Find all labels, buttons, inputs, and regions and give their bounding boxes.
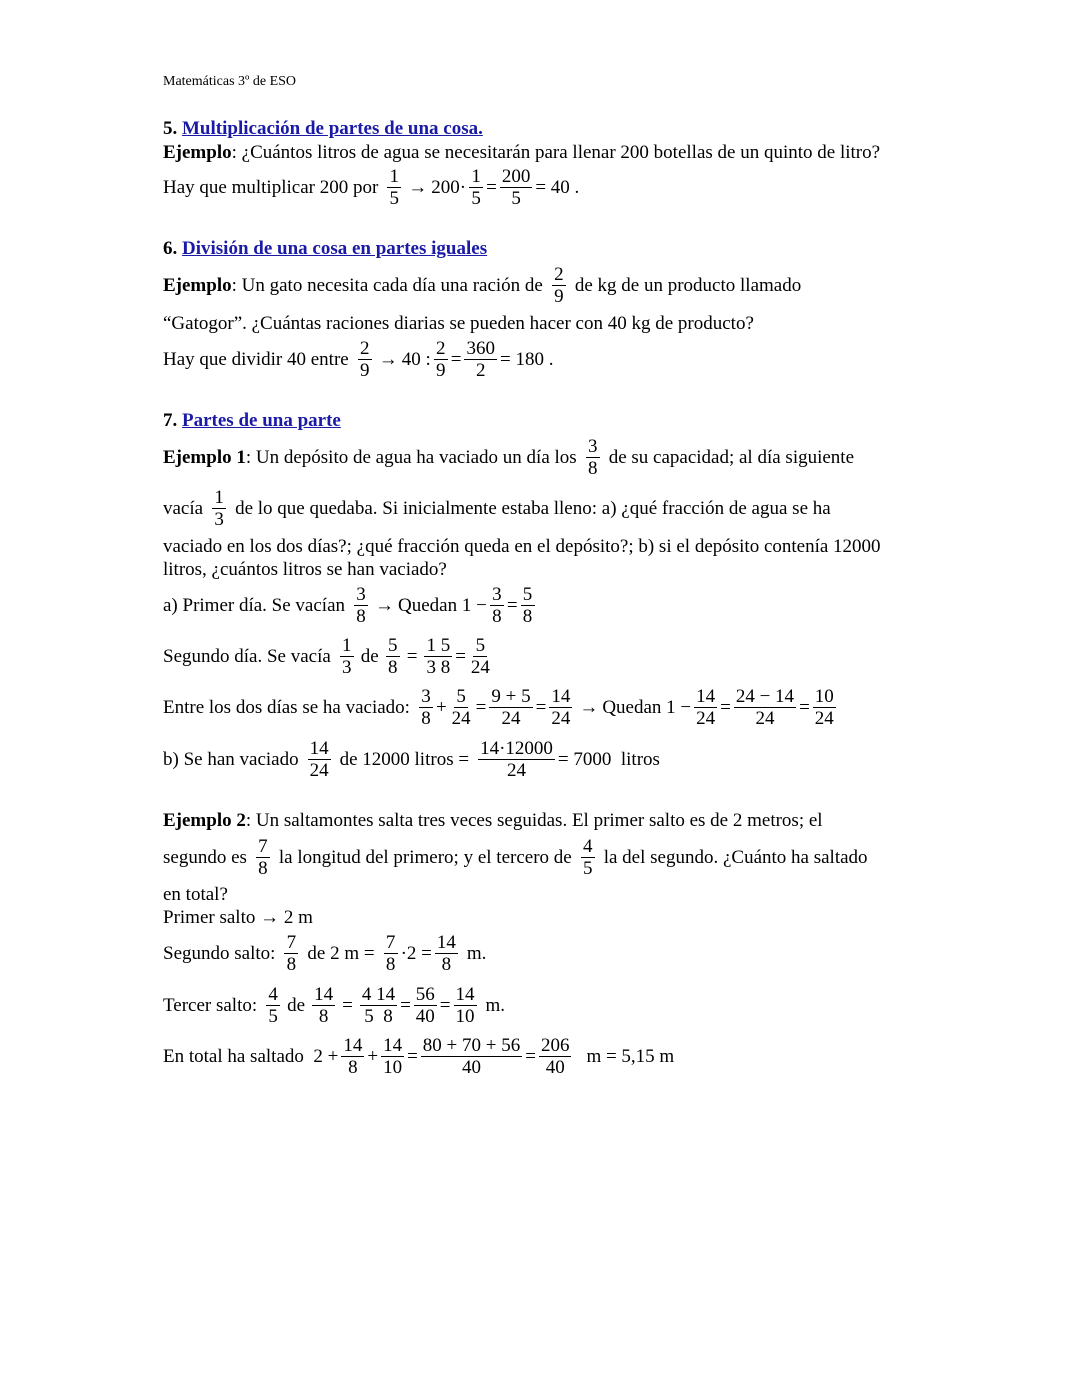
text: Hay que dividir 40 entre bbox=[163, 348, 349, 370]
equals: = bbox=[475, 696, 487, 718]
equals: = bbox=[450, 348, 462, 370]
fraction: $\frac{10}{24}$ bbox=[814, 686, 834, 729]
text: de lo que quedaba. Si inicialmente estaba lleno: a) ¿qué fracción de agua se ha bbox=[235, 497, 831, 519]
equals: = bbox=[506, 594, 518, 616]
fraction: $\frac{14}{8}$ bbox=[343, 1035, 363, 1078]
result: = 40 . bbox=[535, 176, 580, 198]
section-number: 6. bbox=[163, 238, 178, 259]
fraction: $\frac{360}{2}$ bbox=[466, 338, 495, 381]
text: ·2 = bbox=[400, 942, 432, 964]
e1-line4: litros, ¿cuántos litros se han vaciado? bbox=[163, 559, 447, 580]
arrow: → bbox=[408, 176, 428, 198]
fraction: $\frac{2}{9}$ bbox=[434, 338, 448, 381]
e1-part-a bbox=[163, 584, 538, 627]
fraction: $\frac{14\cdot 12000}{24}$ bbox=[480, 738, 553, 781]
text: de bbox=[360, 645, 379, 667]
page-header: Matemáticas 3º de ESO bbox=[163, 74, 297, 89]
equals: = bbox=[400, 994, 411, 1016]
fraction: 2 9 bbox=[358, 338, 372, 381]
text: Tercer salto: bbox=[163, 994, 258, 1016]
fraction: $\frac{14}{24}$ bbox=[696, 686, 716, 729]
text: de kg de un producto llamado bbox=[574, 274, 802, 296]
e1-line1 bbox=[163, 436, 854, 479]
s6-example-line2: “Gatogor”. ¿Cuántas raciones diarias se pueden hacer con 40 kg de producto? bbox=[163, 313, 754, 334]
equals: = bbox=[525, 1045, 536, 1067]
arrow: → bbox=[579, 696, 599, 718]
section-title-link[interactable]: División de una cosa en partes iguales bbox=[182, 238, 488, 259]
e2-line2 bbox=[163, 836, 868, 879]
equals: = bbox=[342, 994, 353, 1016]
fraction: $\frac{14}{10}$ bbox=[455, 984, 475, 1027]
e2-total bbox=[163, 1035, 674, 1078]
fraction: 3 8 bbox=[586, 436, 600, 479]
e1-total bbox=[163, 686, 839, 729]
fraction: 3 8 bbox=[354, 584, 368, 627]
fraction: $\frac{5}{8}$ bbox=[521, 584, 535, 627]
e2-third-jump bbox=[163, 984, 505, 1027]
result: = 7000 litros bbox=[557, 748, 660, 770]
e1-part-b bbox=[163, 738, 660, 781]
plus: + bbox=[435, 696, 447, 718]
fraction: $\frac{3}{8}$ bbox=[490, 584, 504, 627]
fraction: 7 8 bbox=[384, 932, 398, 975]
section-number: 5. bbox=[163, 118, 178, 139]
text: Quedan 1 − bbox=[602, 696, 692, 718]
section-6-title bbox=[163, 238, 487, 260]
e2-line3: en total? bbox=[163, 884, 228, 905]
s6-calc bbox=[163, 338, 553, 381]
text: Entre los dos días se ha vaciado: bbox=[163, 696, 410, 718]
equals: = bbox=[486, 176, 497, 198]
fraction: $\frac{14}{24}$ bbox=[551, 686, 571, 729]
fraction: 7 8 bbox=[284, 932, 298, 975]
s6-example-line1 bbox=[163, 264, 801, 307]
section-title-link[interactable]: Partes de una parte bbox=[182, 410, 341, 431]
fraction: $\frac{80 + 70 + 56}{40}$ bbox=[422, 1035, 521, 1078]
plus: + bbox=[367, 1045, 379, 1067]
fraction: $\frac{200}{5}$ bbox=[501, 166, 531, 209]
fraction: $\frac{14}{8}$ bbox=[314, 984, 334, 1027]
fraction: $\frac{4 14}{5 8}$ bbox=[361, 984, 396, 1027]
equals: = bbox=[799, 696, 810, 718]
text: : Un saltamontes salta tres veces seguidas. El primer salto es de 2 metros; el bbox=[245, 810, 823, 831]
text: la longitud del primero; y el tercero de bbox=[278, 846, 572, 868]
text: la del segundo. ¿Cuánto ha saltado bbox=[603, 846, 868, 868]
e1-second-day bbox=[163, 635, 495, 678]
fraction: $\frac{5}{24}$ bbox=[451, 686, 471, 729]
example-label: Ejemplo bbox=[163, 142, 232, 163]
fraction: $\frac{56}{40}$ bbox=[415, 984, 435, 1027]
arrow: → bbox=[375, 594, 395, 616]
text: de bbox=[287, 994, 306, 1016]
text: En total ha saltado 2 + bbox=[163, 1045, 339, 1067]
result: m = 5,15 m bbox=[586, 1045, 675, 1067]
text: m. bbox=[485, 994, 506, 1016]
text: segundo es bbox=[163, 846, 247, 868]
text: 40 : bbox=[401, 348, 431, 370]
equals: = bbox=[720, 696, 731, 718]
section-title-link[interactable]: Multiplicación de partes de una cosa. bbox=[182, 118, 483, 139]
example-label: Ejemplo bbox=[163, 274, 232, 296]
text: vacía bbox=[163, 497, 204, 519]
text: Quedan 1 − bbox=[398, 594, 487, 616]
fraction: $\frac{9 + 5}{24}$ bbox=[491, 686, 531, 729]
text: de 12000 litros = bbox=[339, 748, 470, 770]
text: de 2 m = bbox=[307, 942, 375, 964]
fraction: $\frac{14}{8}$ bbox=[436, 932, 456, 975]
fraction: 4 5 bbox=[266, 984, 280, 1027]
equals: = bbox=[407, 1045, 418, 1067]
equals: = bbox=[406, 645, 418, 667]
s5-calc bbox=[163, 166, 579, 209]
equals: = bbox=[439, 994, 451, 1016]
equals: = bbox=[455, 645, 466, 667]
result: = 180 . bbox=[499, 348, 554, 370]
text: Hay que multiplicar 200 por bbox=[163, 176, 379, 198]
text: m. bbox=[466, 942, 487, 964]
text: Segundo salto: bbox=[163, 942, 276, 964]
section-7-title bbox=[163, 410, 341, 432]
text: : Un depósito de agua ha vaciado un día los bbox=[245, 446, 577, 468]
fraction: 2 9 bbox=[552, 264, 566, 307]
arrow: → bbox=[378, 348, 398, 370]
fraction: 3 8 bbox=[419, 686, 433, 729]
fraction: 14 24 bbox=[309, 738, 329, 781]
e2-second-jump bbox=[163, 932, 486, 975]
e2-line1 bbox=[163, 810, 823, 832]
e1-line3: vaciado en los dos días?; ¿qué fracción queda en el depósito?; b) si el depósito contenía 12000 bbox=[163, 536, 881, 557]
fraction: $\frac{206}{40}$ bbox=[540, 1035, 570, 1078]
text: : Un gato necesita cada día una ración de bbox=[231, 274, 543, 296]
section-number: 7. bbox=[163, 410, 178, 431]
s5-example bbox=[163, 142, 880, 164]
fraction: 1 3 bbox=[212, 487, 226, 530]
fraction: $\frac{24 - 14}{24}$ bbox=[735, 686, 795, 729]
fraction: $\frac{1 5}{3 8}$ bbox=[426, 635, 451, 678]
text: de su capacidad; al día siguiente bbox=[608, 446, 855, 468]
example-label: Ejemplo 1 bbox=[163, 446, 246, 468]
example-label: Ejemplo 2 bbox=[163, 810, 246, 831]
section-5-title bbox=[163, 118, 483, 140]
fraction: 1 3 bbox=[340, 635, 354, 678]
fraction: 1 5 bbox=[387, 166, 401, 209]
text: Segundo día. Se vacía bbox=[163, 645, 331, 667]
equals: = bbox=[535, 696, 547, 718]
text: b) Se han vaciado bbox=[163, 748, 299, 770]
text: a) Primer día. Se vacían bbox=[163, 594, 346, 616]
fraction: 7 8 bbox=[256, 836, 270, 879]
fraction: 4 5 bbox=[581, 836, 595, 879]
example-text: : ¿Cuántos litros de agua se necesitarán para llenar 200 botellas de un quinto de litro? bbox=[231, 142, 881, 163]
fraction: $\frac{1}{5}$ bbox=[469, 166, 483, 209]
fraction: $\frac{5}{8}$ bbox=[386, 635, 400, 678]
e1-line2 bbox=[163, 487, 831, 530]
text: 200· bbox=[431, 176, 467, 198]
fraction: $\frac{14}{10}$ bbox=[383, 1035, 403, 1078]
fraction: $\frac{5}{24}$ bbox=[470, 635, 490, 678]
e2-first-jump: Primer salto → 2 m bbox=[163, 907, 313, 928]
